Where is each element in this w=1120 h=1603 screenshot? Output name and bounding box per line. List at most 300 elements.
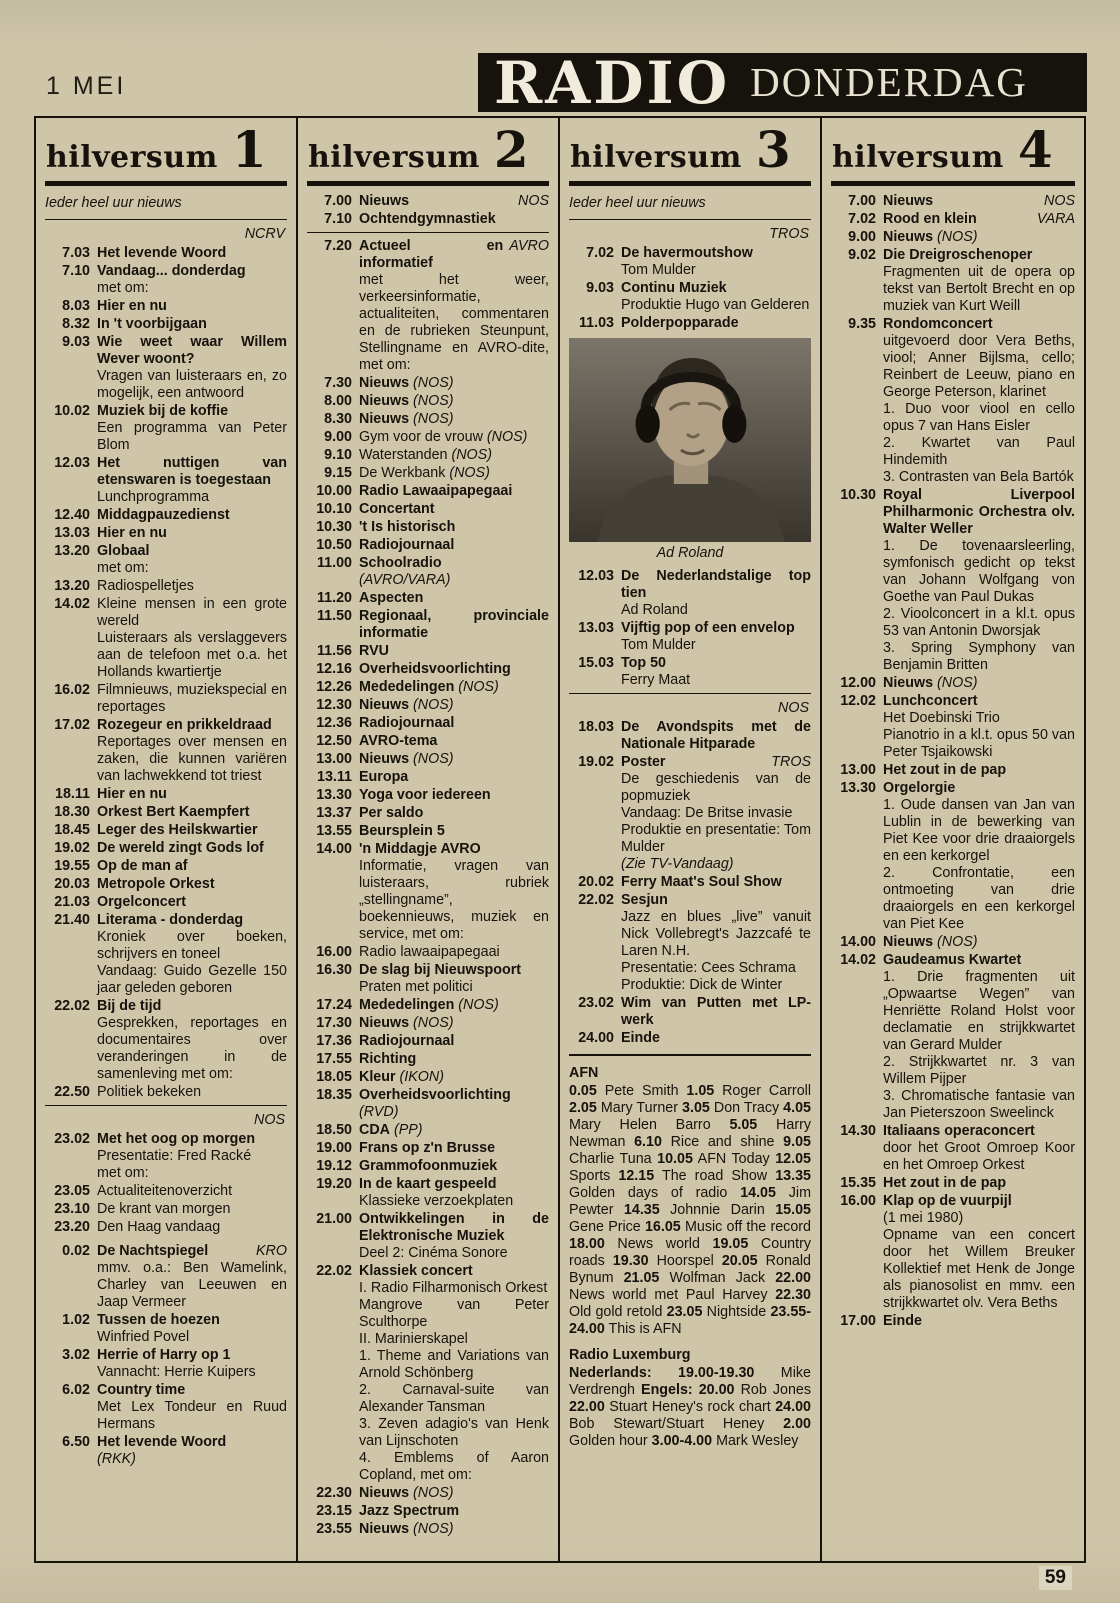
program-time: 16.02 <box>54 682 90 698</box>
block-text: Sports <box>569 1168 619 1184</box>
block-title: AFN <box>569 1065 599 1081</box>
block-body <box>569 1083 811 1338</box>
program-time: 13.55 <box>316 823 352 839</box>
program-description: door het Groot Omroep Koor en het Omroep Orkest <box>883 1140 1075 1173</box>
program-time: 11.56 <box>317 643 352 659</box>
section-divider <box>307 232 549 233</box>
program-time: 22.02 <box>54 998 90 1014</box>
program-description: (Zie TV-Vandaag) <box>621 856 734 872</box>
program-time: 10.10 <box>316 501 352 517</box>
program-content <box>614 315 811 332</box>
block-time: 4.05 <box>783 1100 811 1116</box>
program-description: Presentatie: Fred Racké <box>97 1148 252 1164</box>
program-title: Filmnieuws, muziekspecial en reportages <box>97 682 287 715</box>
program-entry <box>831 211 1075 228</box>
program-description: met om: <box>97 280 149 296</box>
program-description: 1. Drie fragmenten uit „Opwaartse Wegen” van Henriëtte Roland Holst voor declamatie en strijkkwartet van Gerard Mulder <box>883 969 1075 1053</box>
program-time: 14.00 <box>316 841 352 857</box>
block-text: News world met Paul Harvey <box>569 1287 776 1303</box>
block-text: Mary Helen Barro <box>569 1117 730 1133</box>
program-description: De geschiedenis van de popmuziek <box>621 771 811 804</box>
program-time: 19.02 <box>578 754 614 770</box>
program-entry <box>45 298 287 315</box>
program-time: 23.20 <box>54 1219 90 1235</box>
program-title: De Nachtspiegel <box>97 1243 209 1259</box>
program-description: 3. Contrasten van Bela Bartók <box>883 469 1074 485</box>
program-time: 22.02 <box>316 1263 352 1279</box>
program-entry <box>831 247 1075 315</box>
program-entry <box>831 1175 1075 1192</box>
broadcaster-label: KRO <box>256 1243 287 1259</box>
program-entry <box>45 263 287 297</box>
section-divider <box>569 693 811 694</box>
program-description: 3. Spring Symphony van Benjamin Britten <box>883 640 1075 673</box>
block-time: 10.05 <box>657 1151 693 1167</box>
block-text: Johnnie Darin <box>659 1202 776 1218</box>
program-title: Globaal <box>97 543 150 559</box>
program-entry <box>569 655 811 689</box>
program-time: 13.37 <box>316 805 352 821</box>
program-title-network: (IKON) <box>395 1069 444 1085</box>
program-title-network: (NOS) <box>482 429 528 445</box>
program-entry <box>569 315 811 332</box>
program-title: Metropole Orkest <box>97 876 215 892</box>
program-time: 9.03 <box>586 280 614 296</box>
block-time: 19.05 <box>712 1236 749 1252</box>
program-content <box>90 245 287 262</box>
program-content <box>90 1219 287 1236</box>
program-time: 15.03 <box>578 655 614 671</box>
program-content <box>352 1503 549 1520</box>
program-content <box>352 1485 549 1502</box>
program-content <box>90 1131 287 1182</box>
program-time: 22.50 <box>54 1084 90 1100</box>
program-description: Winfried Povel <box>97 1329 190 1345</box>
program-entry <box>45 1084 287 1101</box>
program-description: Opname van een concert door het Willem Breuker Kollektief met Henk de Jonge als pianosolist en mmv. een strijkkwartet olv. Vera Beths <box>883 1227 1075 1311</box>
block-text: Wolfman Jack <box>659 1270 776 1286</box>
program-photo <box>569 338 811 565</box>
block-text: The road Show <box>654 1168 776 1184</box>
program-entry <box>307 1122 549 1139</box>
program-description: 1. Theme and Variations van Arnold Schönberg <box>359 1348 549 1381</box>
program-description: Deel 2: Cinéma Sonore <box>359 1245 508 1261</box>
program-time: 23.55 <box>316 1521 352 1537</box>
block-time: 14.05 <box>740 1185 776 1201</box>
program-content <box>352 193 549 210</box>
program-content <box>352 519 549 536</box>
program-time: 16.00 <box>316 944 352 960</box>
program-title: Continu Muziek <box>621 280 727 296</box>
program-description: Informatie, vragen van luisteraars, rubriek „stellingname”, boekennieuws, muziek en service, met om: <box>359 858 549 942</box>
program-content <box>352 787 549 804</box>
program-title: In de kaart gespeeld <box>359 1176 497 1192</box>
program-time: 13.03 <box>54 525 90 541</box>
masthead-radio-title: RADIO <box>494 48 731 117</box>
block-text: News world <box>604 1236 713 1252</box>
program-title: RVU <box>359 643 389 659</box>
program-title: Einde <box>883 1313 922 1329</box>
block-time: 6.10 <box>634 1134 662 1150</box>
program-content <box>876 1123 1075 1174</box>
block-text: Golden days of radio <box>569 1185 741 1201</box>
program-content <box>876 487 1075 674</box>
program-title: De Nederlandstalige top tien <box>621 568 811 601</box>
program-content <box>352 1263 549 1484</box>
program-entry <box>307 411 549 428</box>
program-entry <box>45 840 287 857</box>
program-title: Radiojournaal <box>359 715 455 731</box>
block-time: 13.35 <box>775 1168 811 1184</box>
program-time: 13.20 <box>54 578 90 594</box>
program-title: De havermoutshow <box>621 245 753 261</box>
program-time: 12.30 <box>316 697 352 713</box>
block-text: Rice and shine <box>661 1134 784 1150</box>
program-entry <box>831 934 1075 951</box>
program-title: Die Dreigroschenoper <box>883 247 1033 263</box>
program-time: 10.02 <box>54 403 90 419</box>
program-entry <box>307 1211 549 1262</box>
program-content <box>90 1201 287 1218</box>
program-title: Klap op de vuurpijl <box>883 1193 1012 1209</box>
program-title: Grammofoonmuziek <box>359 1158 498 1174</box>
block-text: Harry Newman <box>569 1117 811 1150</box>
program-entry <box>831 1123 1075 1174</box>
section-divider <box>569 1054 811 1056</box>
station-name: hilversum <box>308 140 480 175</box>
program-entry <box>307 1069 549 1086</box>
program-content <box>352 411 549 428</box>
program-entry <box>45 1201 287 1218</box>
program-description: Gesprekken, reportages en documentaires over veranderingen in de samenleving met om: <box>97 1015 287 1082</box>
program-description: Klassieke verzoekplaten <box>359 1193 514 1209</box>
station-name: hilversum <box>570 140 742 175</box>
program-time: 18.03 <box>578 719 614 735</box>
program-title: Nieuws <box>359 193 410 209</box>
program-entry <box>45 1382 287 1433</box>
program-content <box>90 876 287 893</box>
program-entry <box>45 578 287 595</box>
program-description: Het Doebinski Trio <box>883 710 1000 726</box>
block-time: 14.35 <box>623 1202 660 1218</box>
program-entry <box>831 762 1075 779</box>
program-description: met het weer, verkeersinformatie, actualiteiten, commentaren en de rubrieken Steunpunt, Stellingname en AVRO-dite, met om: <box>359 272 549 373</box>
block-time: 22.00 <box>569 1399 605 1415</box>
block-time: 18.00 <box>569 1236 605 1252</box>
program-entry <box>45 1434 287 1468</box>
program-description: Vannacht: Herrie Kuipers <box>97 1364 256 1380</box>
program-title: Schoolradio <box>359 555 442 571</box>
program-content <box>876 1193 1075 1312</box>
block-text: Rob Jones <box>734 1382 812 1398</box>
program-time: 19.20 <box>316 1176 352 1192</box>
program-time: 12.02 <box>840 693 876 709</box>
program-description: 1. Oude dansen van Jan van Lublin in de bewerking van Piet Kee voor drie draaiorgels en een kerkorgel <box>883 797 1075 864</box>
program-content <box>876 211 1075 228</box>
program-time: 6.50 <box>62 1434 90 1450</box>
program-entry <box>45 455 287 506</box>
program-entry <box>45 507 287 524</box>
program-content <box>90 858 287 875</box>
program-title-network: (NOS) <box>409 1521 454 1537</box>
program-time: 7.02 <box>848 211 876 227</box>
program-time: 10.30 <box>840 487 876 503</box>
block-time: 20.05 <box>721 1253 758 1269</box>
program-content <box>90 998 287 1083</box>
block-text: Stuart Heney's rock chart <box>604 1399 776 1415</box>
program-content <box>352 697 549 714</box>
program-content <box>876 1313 1075 1330</box>
block-time: 0.05 <box>569 1083 597 1099</box>
block-text: Pete Smith <box>596 1083 687 1099</box>
block-time: 23.55-24.00 <box>569 1304 811 1337</box>
program-time: 22.02 <box>578 892 614 908</box>
program-grid <box>34 116 1086 1563</box>
program-content <box>876 934 1075 951</box>
program-description: (RVD) <box>359 1104 399 1120</box>
program-time: 7.00 <box>848 193 876 209</box>
program-title: Het levende Woord <box>97 245 227 261</box>
program-entry <box>307 1158 549 1175</box>
program-time: 8.30 <box>324 411 352 427</box>
ad-roland-photo <box>569 338 811 542</box>
program-entry <box>45 876 287 893</box>
program-description: II. Marinierskapel <box>359 1331 468 1347</box>
block-text: Nightside <box>702 1304 771 1320</box>
program-time: 0.02 <box>62 1243 90 1259</box>
program-time: 19.55 <box>54 858 90 874</box>
program-entry <box>307 555 549 589</box>
program-title: CDA <box>359 1122 390 1138</box>
program-title: Rozegeur en prikkeldraad <box>97 717 272 733</box>
program-description: met om: <box>97 560 149 576</box>
program-title: Hier en nu <box>97 786 167 802</box>
program-entry <box>307 211 549 228</box>
program-entry <box>569 874 811 891</box>
program-time: 18.11 <box>55 786 90 802</box>
program-content <box>352 1122 549 1139</box>
program-time: 8.32 <box>62 316 90 332</box>
program-title: Polderpopparade <box>621 315 739 331</box>
program-description: Pianotrio in a kl.t. opus 50 van Peter Tsjaikowski <box>883 727 1075 760</box>
program-content <box>352 944 549 961</box>
program-description: Presentatie: Cees Schrama <box>621 960 796 976</box>
block-time: 12.05 <box>775 1151 811 1167</box>
program-entry <box>45 717 287 785</box>
program-entry <box>569 719 811 753</box>
program-time: 10.30 <box>316 519 352 535</box>
program-block <box>569 1065 811 1338</box>
program-content <box>352 841 549 943</box>
block-text: Roger Carroll <box>714 1083 811 1099</box>
program-title: Leger des Heilskwartier <box>97 822 258 838</box>
program-title: Tussen de hoezen <box>97 1312 220 1328</box>
program-title: De Avondspits met de Nationale Hitparade <box>621 719 811 752</box>
block-time: Engels: 20.00 <box>641 1382 735 1398</box>
station-header <box>569 120 811 181</box>
program-content <box>90 334 287 402</box>
program-entry <box>831 693 1075 761</box>
program-time: 16.30 <box>316 962 352 978</box>
program-entry <box>831 316 1075 486</box>
station-number: 1 <box>231 120 267 179</box>
program-entry <box>307 841 549 943</box>
program-entry <box>307 1033 549 1050</box>
program-title: Met het oog op morgen <box>97 1131 256 1147</box>
block-text: Old gold retold <box>569 1304 667 1320</box>
program-title: Overheidsvoorlichting <box>359 661 511 677</box>
program-content <box>876 1175 1075 1192</box>
program-time: 15.35 <box>840 1175 876 1191</box>
hourly-news-note: Ieder heel uur nieuws <box>569 195 706 211</box>
program-time: 19.02 <box>54 840 90 856</box>
program-entry <box>45 786 287 803</box>
program-entry <box>45 334 287 402</box>
program-entry <box>307 944 549 961</box>
program-content <box>614 1030 811 1047</box>
program-title: Rood en klein <box>883 211 977 227</box>
block-time: Nederlands: 19.00-19.30 <box>569 1365 755 1381</box>
program-content <box>876 229 1075 246</box>
program-entry <box>307 1140 549 1157</box>
program-description: (1 mei 1980) <box>883 1210 964 1226</box>
program-time: 12.50 <box>316 733 352 749</box>
program-title: Vijftig pop of een envelop <box>621 620 795 636</box>
program-content <box>352 555 549 589</box>
program-entry <box>45 596 287 681</box>
program-title: Nieuws <box>359 375 410 391</box>
program-title-network: (NOS) <box>454 997 499 1013</box>
program-time: 17.02 <box>54 717 90 733</box>
program-content <box>614 754 811 873</box>
program-time: 19.00 <box>316 1140 352 1156</box>
block-time: 1.05 <box>686 1083 715 1099</box>
program-entry <box>45 804 287 821</box>
program-title: Kleine mensen in een grote wereld <box>97 596 287 629</box>
program-title-network: (NOS) <box>409 697 454 713</box>
program-entry <box>831 952 1075 1122</box>
block-text: AFN Today <box>692 1151 776 1167</box>
program-content <box>352 679 549 696</box>
program-description: uitgevoerd door Vera Beths, viool; Anner Bijlsma, cello; Reinbert de Leeuw, piano en George Peterson, klarinet <box>883 333 1075 400</box>
program-entry <box>307 997 549 1014</box>
program-content <box>90 1084 287 1101</box>
program-title-network: (NOS) <box>409 751 454 767</box>
program-content <box>90 1434 287 1468</box>
program-content <box>90 786 287 803</box>
broadcaster-label: NOS <box>254 1112 285 1128</box>
program-time: 21.03 <box>54 894 90 910</box>
program-time: 12.16 <box>316 661 352 677</box>
program-title: Hier en nu <box>97 525 167 541</box>
program-time: 16.00 <box>840 1193 876 1209</box>
program-content <box>876 193 1075 210</box>
program-title: Nieuws <box>359 1521 410 1537</box>
program-time: 12.36 <box>316 715 352 731</box>
header-rule <box>45 181 287 186</box>
program-entry <box>45 403 287 454</box>
program-entry <box>307 590 549 607</box>
station-column-3 <box>560 118 822 1561</box>
program-entry <box>307 715 549 732</box>
block-time: 19.30 <box>612 1253 649 1269</box>
program-time: 18.30 <box>54 804 90 820</box>
program-content <box>90 507 287 524</box>
program-title: Nieuws <box>883 675 934 691</box>
program-description: Ferry Maat <box>621 672 691 688</box>
program-title-network: (NOS) <box>933 675 978 691</box>
program-title: Mededelingen <box>359 997 455 1013</box>
program-description: Vandaag: De Britse invasie <box>621 805 793 821</box>
program-content <box>90 263 287 297</box>
program-description: Produktie en presentatie: Tom Mulder <box>621 822 811 855</box>
program-content <box>90 596 287 681</box>
program-title: Nieuws <box>883 229 934 245</box>
section-divider <box>45 219 287 220</box>
program-entry <box>831 487 1075 674</box>
program-entry <box>307 769 549 786</box>
program-description: Vandaag: Guido Gezelle 150 jaar geleden geboren <box>97 963 287 996</box>
program-time: 18.35 <box>316 1087 352 1103</box>
program-time: 12.26 <box>316 679 352 695</box>
program-time: 18.05 <box>316 1069 352 1085</box>
masthead-day-title: DONDERDAG <box>750 59 1028 105</box>
program-entry <box>307 483 549 500</box>
program-entry <box>307 465 549 482</box>
program-time: 10.00 <box>316 483 352 499</box>
program-content <box>352 429 549 446</box>
program-time: 9.10 <box>324 447 352 463</box>
program-time: 9.35 <box>848 316 876 332</box>
program-entry <box>45 245 287 262</box>
program-content <box>352 805 549 822</box>
program-title: De slag bij Nieuwspoort <box>359 962 522 978</box>
program-content <box>352 1087 549 1121</box>
block-time: 5.05 <box>729 1117 758 1133</box>
program-time: 13.00 <box>316 751 352 767</box>
header-rule <box>307 181 549 186</box>
program-description: Produktie Hugo van Gelderen <box>621 297 810 313</box>
program-content <box>90 822 287 839</box>
program-entry <box>831 193 1075 210</box>
program-content <box>352 465 549 482</box>
program-title: Radio lawaaipapegaai <box>359 944 500 960</box>
photo-caption: Ad Roland <box>656 545 724 561</box>
program-content <box>614 620 811 654</box>
block-text: Country roads <box>569 1236 811 1269</box>
program-content <box>352 1033 549 1050</box>
program-description: Lunchprogramma <box>97 489 210 505</box>
program-entry <box>45 912 287 997</box>
station-name: hilversum <box>832 140 1004 175</box>
program-title: De krant van morgen <box>97 1201 231 1217</box>
broadcaster-label: NCRV <box>244 226 285 242</box>
program-entry <box>45 1312 287 1346</box>
program-content <box>876 952 1075 1122</box>
program-content <box>352 733 549 750</box>
program-entry <box>831 675 1075 692</box>
program-title: Bij de tijd <box>97 998 162 1014</box>
headphone-left-cup <box>636 405 660 443</box>
station-name: hilversum <box>46 140 218 175</box>
program-title: Concertant <box>359 501 435 517</box>
program-time: 12.40 <box>54 507 90 523</box>
program-content <box>352 1015 549 1032</box>
program-content <box>90 316 287 333</box>
program-title: Ontwikkelingen in de Elektronische Muziek <box>359 1211 549 1244</box>
program-entry <box>307 447 549 464</box>
program-title: Radiojournaal <box>359 1033 455 1049</box>
